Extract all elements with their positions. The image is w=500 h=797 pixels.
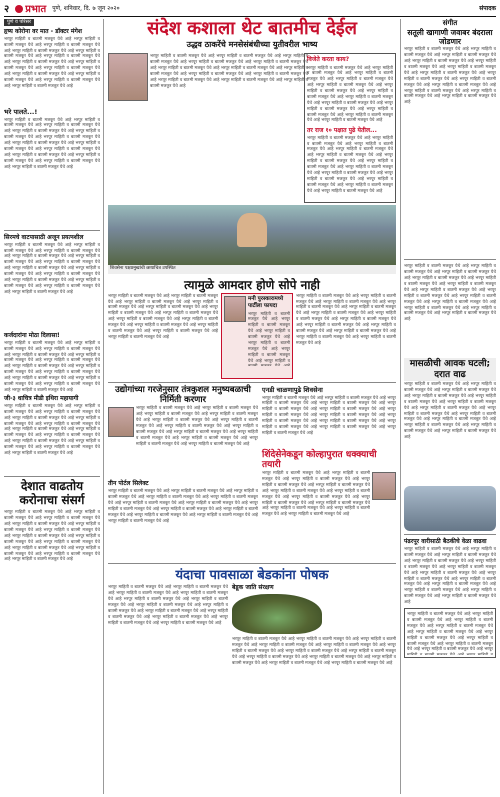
story-headline: हृष्य कोरोना वर मात - डॉक्टर मंगेश — [4, 27, 82, 35]
state-body — [262, 395, 396, 450]
story-headline: जी-३ धाचित्र मीडी इथिरा महायागी — [4, 394, 79, 402]
right-section-title: संगीत — [442, 19, 458, 27]
divider — [108, 382, 396, 383]
main-subheadline: उद्धव ठाकरेंचे मनसेसंबंधीच्या युतीवरील भाष्य — [186, 39, 318, 49]
right-column — [400, 19, 496, 794]
tech-subhead: तीन पोर्टल सिलेक्ट — [108, 480, 149, 488]
story-body — [4, 36, 100, 106]
logo-text: प्रभात — [25, 3, 47, 15]
story-body — [404, 546, 496, 606]
newspaper-logo — [15, 3, 46, 17]
story-headline: सिरमचे वाटपासाठी अजून प्रयत्नशील — [4, 233, 84, 241]
divider — [404, 534, 496, 535]
fish-photo — [404, 486, 496, 531]
letter-box — [404, 608, 496, 658]
section-name: संपादक — [479, 5, 496, 13]
tech-body — [108, 488, 258, 543]
divider — [4, 476, 100, 477]
rain-side — [232, 584, 396, 696]
story-body — [404, 263, 496, 358]
story-headline: मासळीची आवक घटली; दरात वाढ — [404, 358, 496, 381]
letter-body — [407, 611, 493, 655]
rally-photo — [108, 205, 396, 265]
second-story-body — [296, 293, 396, 379]
issue-date: पुणे, शनिवार, दि. ७ जून २०२० — [52, 5, 120, 13]
story-body — [404, 46, 496, 256]
tech-story — [108, 386, 258, 544]
side-box-headline: विजेते करता काय? — [307, 56, 350, 64]
rain-body — [108, 584, 228, 692]
story-body — [4, 403, 100, 473]
state-story — [262, 386, 396, 562]
main-story-block — [108, 53, 396, 203]
story-body — [4, 509, 100, 734]
minister-photo — [108, 407, 134, 437]
quote-photo — [224, 296, 246, 322]
second-story-block — [108, 293, 396, 379]
divider — [404, 259, 496, 260]
story-body — [4, 340, 100, 395]
quote-box — [221, 293, 293, 379]
leader-photo — [372, 472, 396, 500]
story-body — [4, 242, 100, 332]
story-headline: कर्जदारांना मोठा दिलासा! — [4, 331, 60, 339]
thackeray-photo — [108, 53, 148, 101]
side-box-headline: तर राज १० पक्षात पुढे येतील... — [307, 126, 377, 134]
divider — [4, 230, 100, 231]
masthead — [4, 3, 496, 17]
corona-headline: देशात वाढतोय करोनाचा संसर्ग — [19, 478, 85, 507]
kolhapur-headline: शिंदेसेनेकडून कोल्हापुरात धक्क्याची तयारी — [262, 449, 377, 470]
side-box — [304, 53, 396, 203]
tech-body — [136, 405, 258, 480]
rain-subhead: बेडूक जाति संरक्षण — [232, 584, 274, 592]
story-body — [4, 117, 100, 227]
rain-story-block — [108, 584, 396, 694]
main-story-body — [150, 53, 308, 203]
center-column — [108, 19, 396, 794]
frog-photo — [232, 594, 322, 634]
main-headline: संदेश कशाला थेट बातमीच देईल — [147, 18, 357, 39]
left-column — [4, 19, 104, 794]
divider — [108, 563, 396, 564]
story-headline: पंढरपूर वारीसाठी बैठकीचे वेळा वाढवा — [404, 538, 487, 546]
second-headline: त्यामुळे आमदार होणे सोपे नाही — [184, 277, 320, 292]
rain-headline: यंदाचा पावसाळा बेडकांना पोषक — [175, 567, 329, 583]
story-body — [404, 381, 496, 486]
photo-caption: शिवसेना पक्षप्रमुखांची छायाचित्र उपस्थित — [108, 265, 396, 273]
rain-body — [232, 636, 396, 696]
side-box-body — [307, 65, 393, 127]
story-headline: सतूली खागाणी जवाबर बंदराला जोडणार — [407, 28, 493, 47]
state-headline: एनडी चाळणापुढे शिवसेना — [262, 385, 323, 394]
tech-headline: उद्योगांच्या गरजेनुसार तंत्रकुशल मनुष्यबळाची निर्मिती करणार — [115, 384, 251, 405]
quote-body — [248, 311, 290, 366]
story-headline: भरे पालते...! — [4, 107, 38, 116]
page-number: २ — [4, 3, 10, 15]
kolhapur-body — [262, 470, 370, 562]
lower-block — [108, 386, 396, 560]
logo-icon — [15, 5, 23, 13]
section-tag: पुणे व परिसर — [4, 19, 34, 26]
side-box-body — [307, 135, 393, 195]
speaker-figure — [237, 213, 267, 247]
quote-headline: मनी पुरस्कारामध्ये पार्टीला फायदा — [248, 295, 284, 310]
second-story-body — [108, 293, 218, 379]
